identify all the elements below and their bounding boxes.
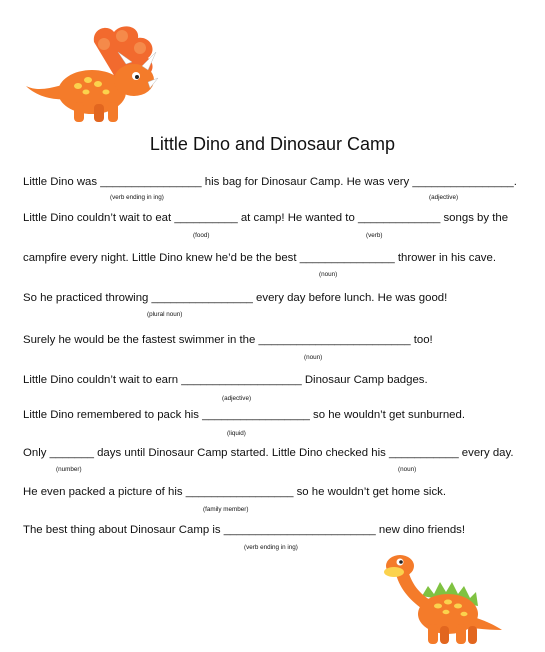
blank-hint: (adjective) bbox=[429, 194, 459, 201]
blank-hint: (adjective) bbox=[222, 395, 252, 402]
blank-hint: (noun) bbox=[304, 354, 323, 361]
blank-hint: (family member) bbox=[203, 506, 249, 513]
blank-hint: (food) bbox=[193, 232, 210, 239]
story-line: So he practiced throwing ________________ every day before lunch. He was good! bbox=[23, 292, 448, 304]
story-line: Surely he would be the fastest swimmer in the ________________________ too! bbox=[23, 334, 433, 346]
story-line: Little Dino was ________________ his bag for Dinosaur Camp. He was very ________________. bbox=[23, 176, 517, 188]
triceratops-icon bbox=[22, 22, 162, 130]
blank-hint: (verb ending in ing) bbox=[244, 544, 298, 551]
story-line: Only _______ days until Dinosaur Camp started. Little Dino checked his ___________ every day. bbox=[23, 447, 514, 459]
blank-hint: (liquid) bbox=[227, 430, 246, 437]
long-neck-dinosaur-icon bbox=[378, 550, 506, 648]
story-line: He even packed a picture of his _________________ so he wouldn’t get home sick. bbox=[23, 486, 447, 498]
page-title: Little Dino and Dinosaur Camp bbox=[149, 134, 396, 154]
story-line: Little Dino couldn’t wait to earn ___________________ Dinosaur Camp badges. bbox=[23, 374, 428, 386]
blank-hint: (noun) bbox=[398, 466, 417, 473]
story-line: Little Dino couldn’t wait to eat __________ at camp! He wanted to _____________ songs by the bbox=[23, 212, 509, 224]
blank-hint: (plural noun) bbox=[147, 311, 183, 318]
blank-hint: (noun) bbox=[319, 271, 338, 278]
story-line: The best thing about Dinosaur Camp is ________________________ new dino friends! bbox=[23, 524, 466, 536]
blank-hint: (verb ending in ing) bbox=[110, 194, 164, 201]
blank-hint: (number) bbox=[56, 466, 82, 473]
story-line: campfire every night. Little Dino knew he’d be the best _______________ thrower in his cave. bbox=[23, 252, 497, 264]
story-line: Little Dino remembered to pack his _________________ so he wouldn’t get sunburned. bbox=[23, 409, 466, 421]
blank-hint: (verb) bbox=[366, 232, 383, 239]
